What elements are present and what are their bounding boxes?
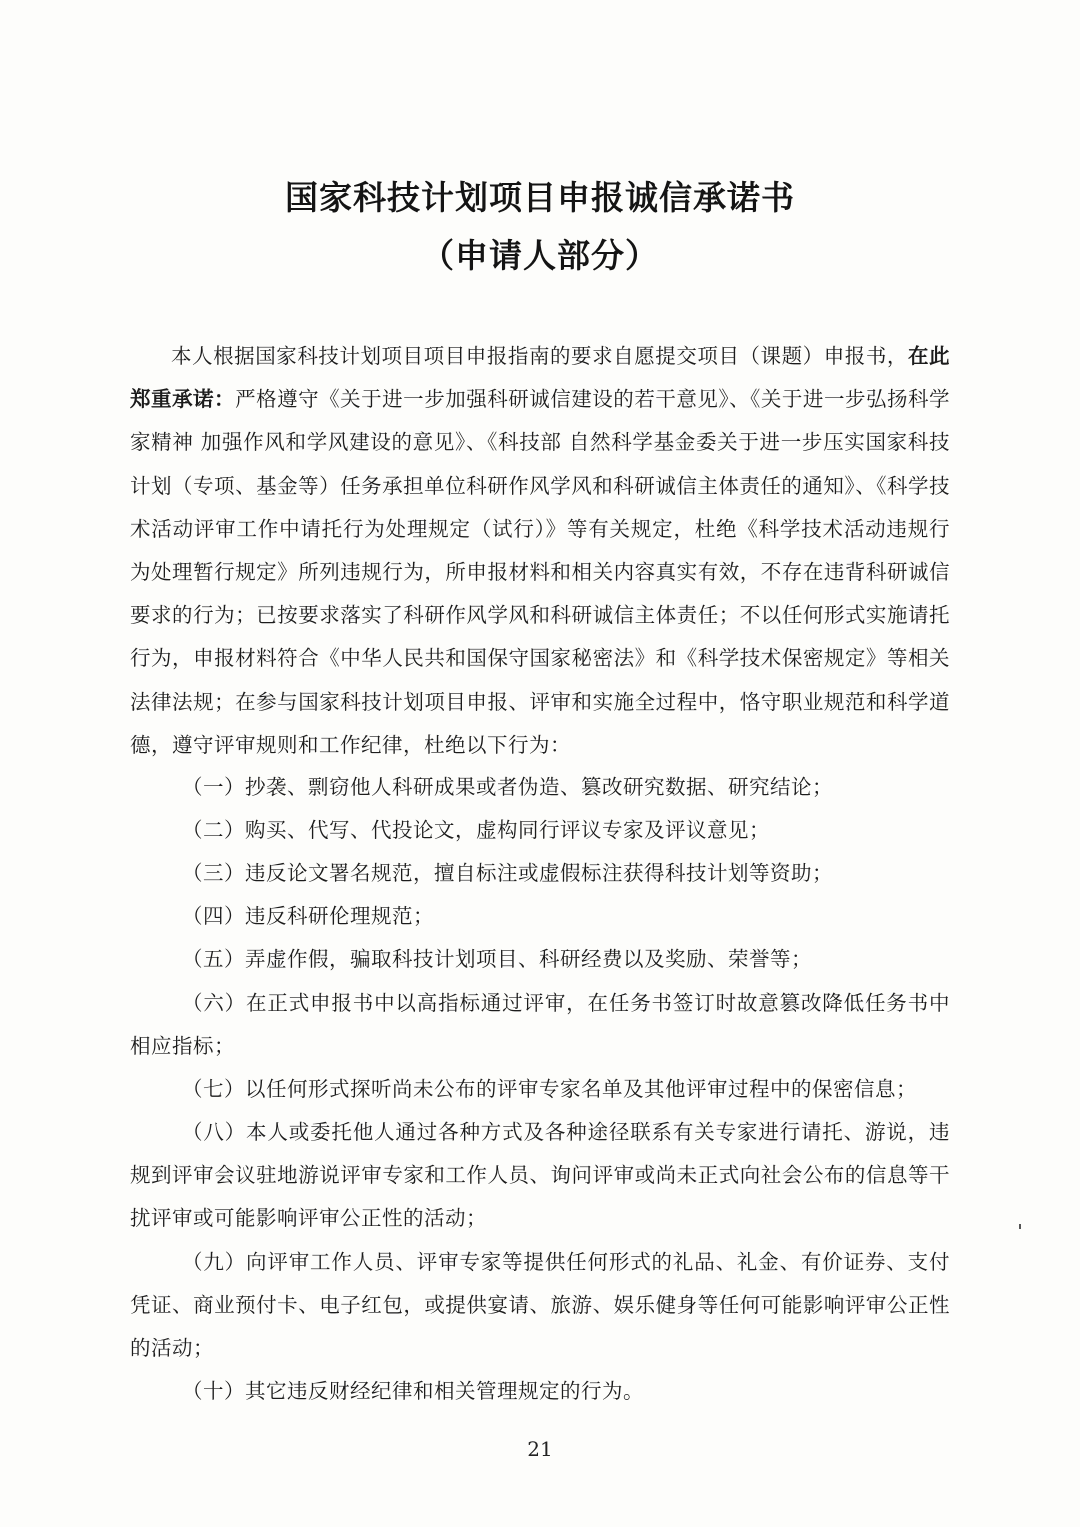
document-title: 国家科技计划项目申报诚信承诺书: [285, 178, 795, 217]
list-item-3: （三）违反论文署名规范，擅自标注或虚假标注获得科技计划等资助；: [182, 861, 833, 885]
list-item-4: （四）违反科研伦理规范；: [182, 904, 434, 928]
page-number: 21: [527, 1437, 553, 1461]
intro-text-rest: 严格遵守《关于进一步加强科研诚信建设的若干意见》、《关于进一步弘扬科学家精神 加强作风和学风建设的意见》、《科技部 自然科学基金委关于进一步压实国家科技计划（专项、基金等）任务承担单位科研作风学风和科研诚信主体责任的通知》、《科学技术活动评审工作中请托行为处理规定（试行）》等有关规定，杜绝《科学技术活动违规行为处理暂行规定》所列违规行为，所申报材料和相关内容真实有效，不存在违背科研诚信要求的行为；已按要求落实了科研作风学风和科研诚信主体责任；不以任何形式实施请托行为，申报材料符合《中华人民共和国保守国家秘密法》和《科学技术保密规定》等相关法律法规；在参与国家科技计划项目申报、评审和实施全过程中，恪守职业规范和科学道德，遵守评审规则和工作纪律，杜绝以下行为：: [130, 387, 951, 757]
intro-text-start: 本人根据国家科技计划项目项目申报指南的要求自愿提交项目（课题）申报书，: [171, 344, 908, 368]
intro-text-bold: 在此郑重承诺：: [130, 344, 951, 412]
list-item-9: （九）向评审工作人员、评审专家等提供任何形式的礼品、礼金、有价证券、支付凭证、商业预付卡、电子红包，或提供宴请、旅游、娱乐健身等任何可能影响评审公正性的活动；: [130, 1250, 950, 1361]
list-item-1: （一）抄袭、剽窃他人科研成果或者伪造、篡改研究数据、研究结论；: [182, 775, 833, 799]
list-item-7: （七）以任何形式探听尚未公布的评审专家名单及其他评审过程中的保密信息；: [182, 1077, 917, 1101]
list-item-8: （八）本人或委托他人通过各种方式及各种途径联系有关专家进行请托、游说，违规到评审会议驻地游说评审专家和工作人员、询问评审或尚未正式向社会公布的信息等干扰评审或可能影响评审公正性的活动；: [130, 1120, 950, 1231]
scan-speck: [1019, 1224, 1021, 1229]
list-item-6: （六）在正式申报书中以高指标通过评审，在任务书签订时故意篡改降低任务书中相应指标；: [130, 991, 950, 1059]
intro-paragraph: [130, 335, 950, 767]
list-item-10: （十）其它违反财经纪律和相关管理规定的行为。: [182, 1379, 644, 1403]
list-item-2: （二）购买、代写、代投论文，虚构同行评议专家及评议意见；: [182, 818, 770, 842]
list-item-5: （五）弄虚作假，骗取科技计划项目、科研经费以及奖励、荣誉等；: [182, 947, 812, 971]
document-subtitle: （申请人部分）: [421, 236, 659, 275]
